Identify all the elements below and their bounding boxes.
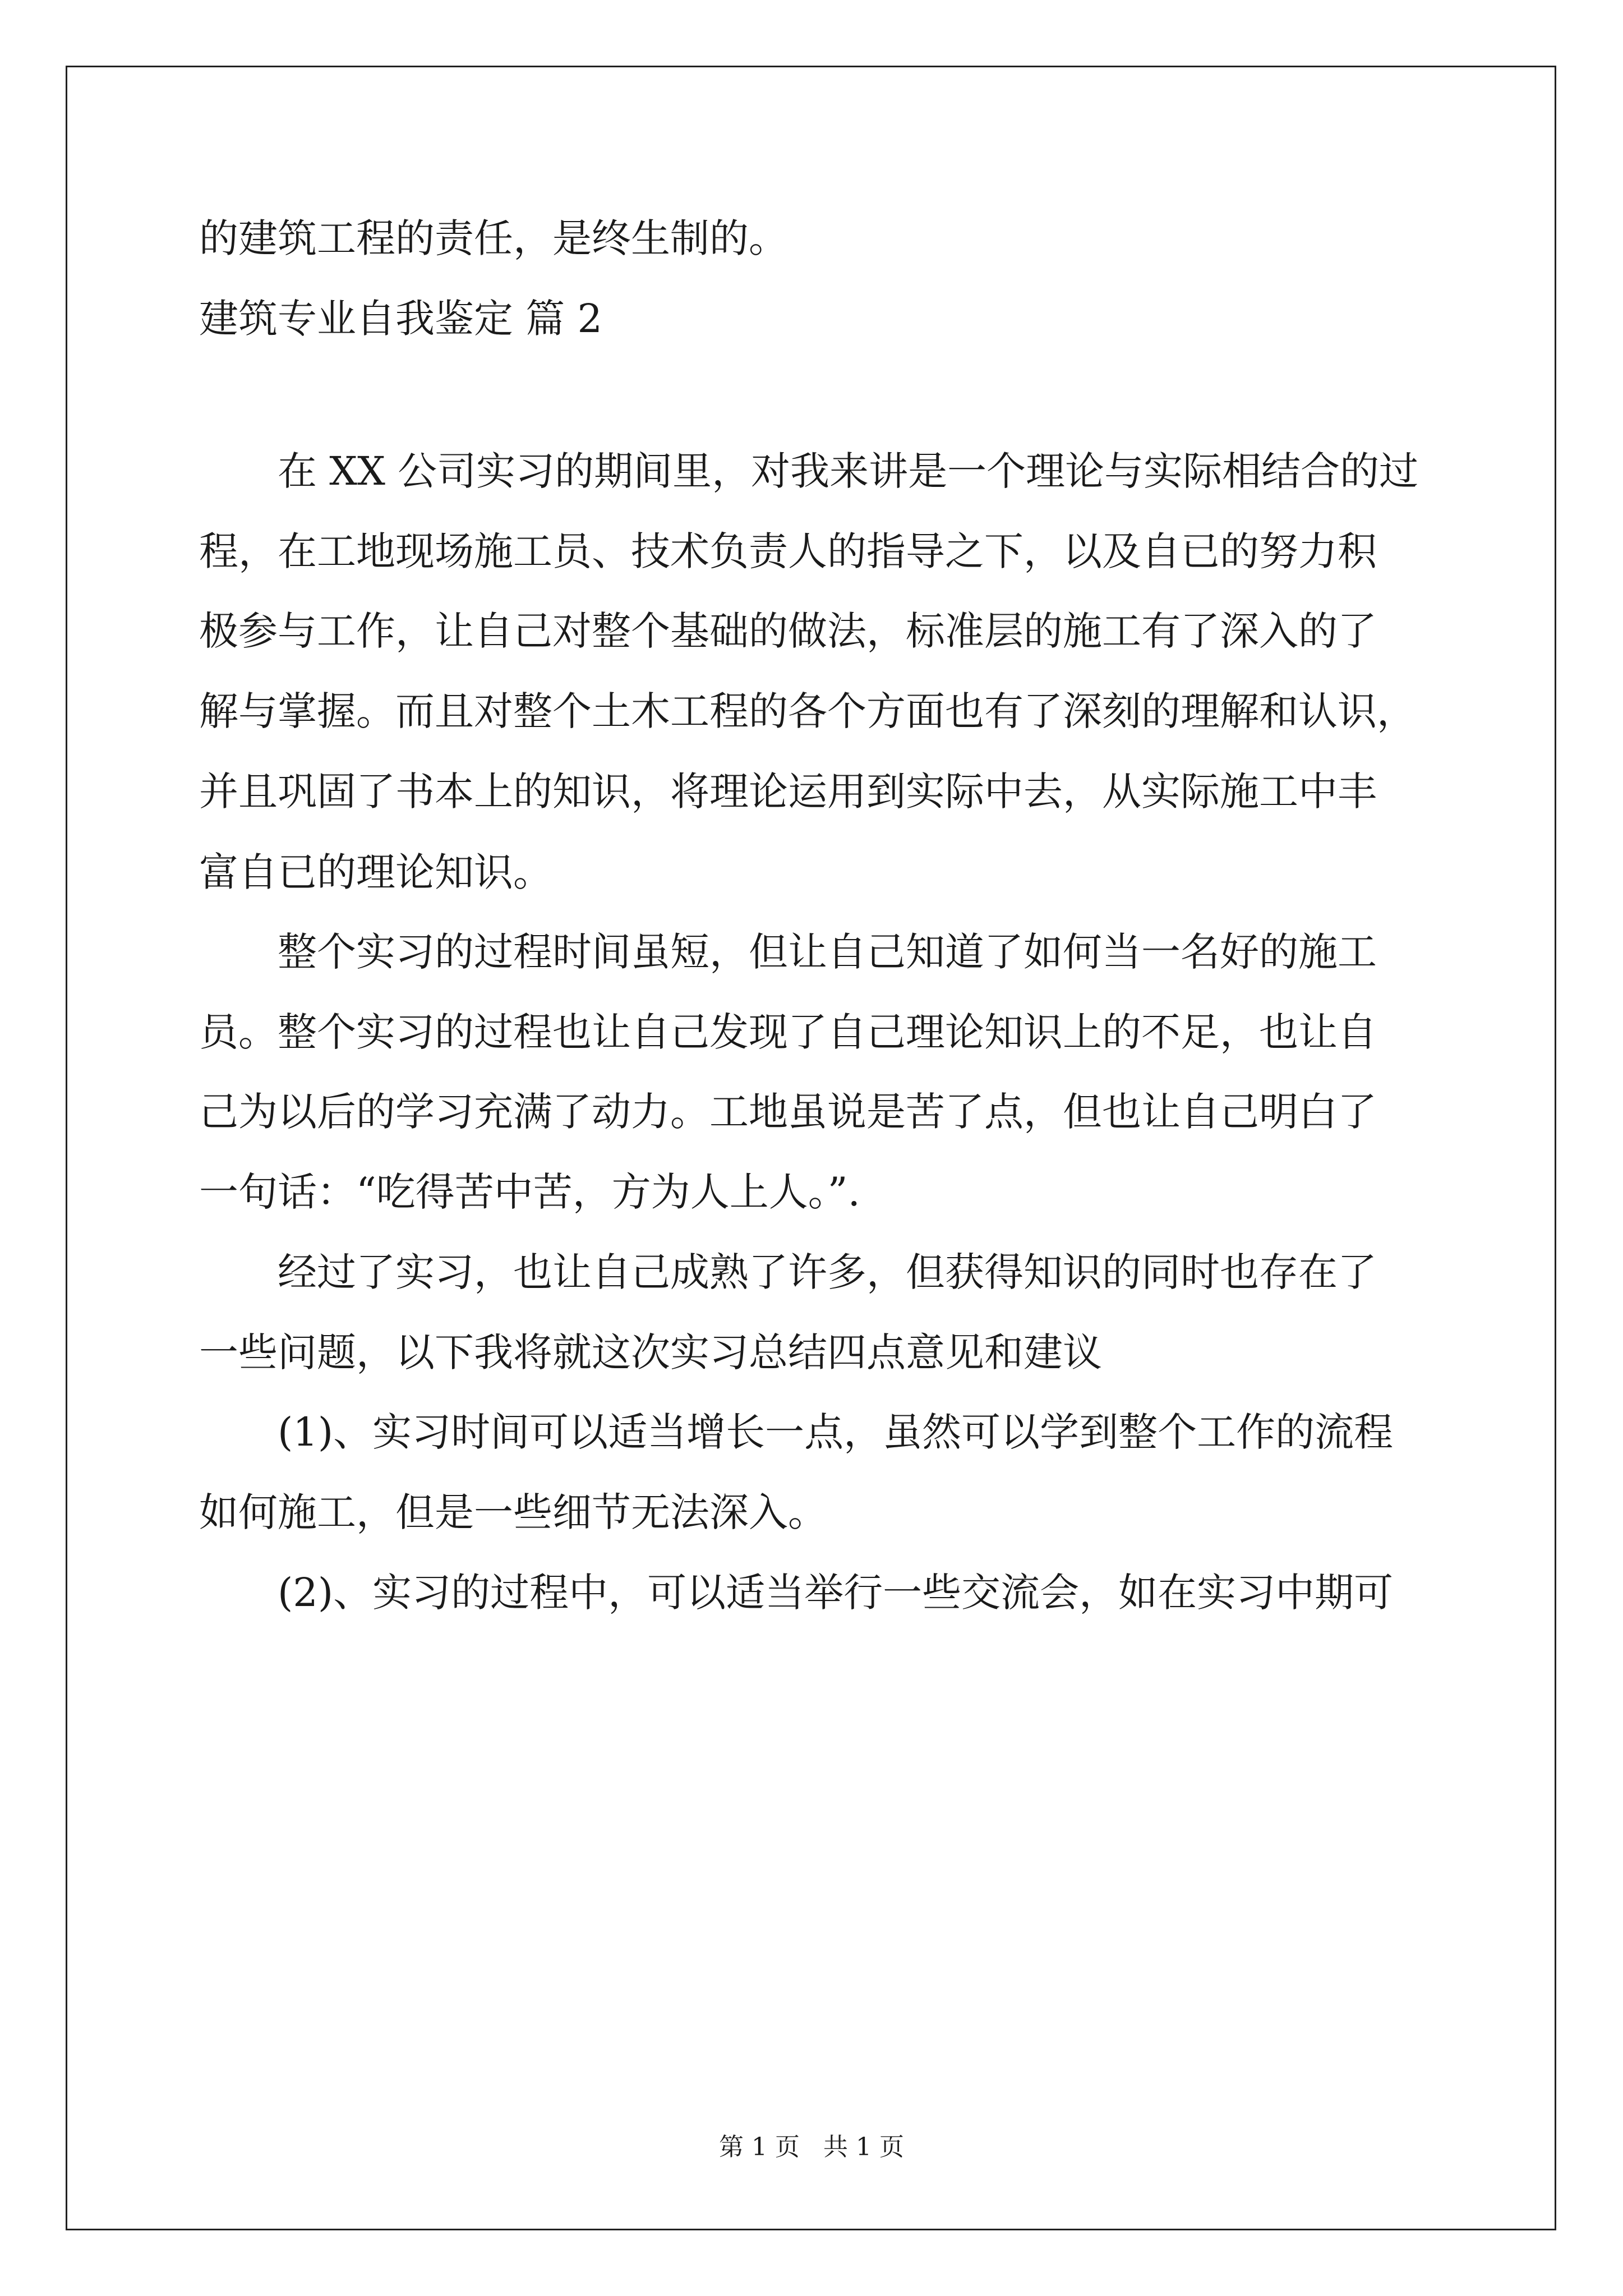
text-line: 如何施工，但是一些细节无法深入。: [199, 1489, 827, 1535]
section-heading: 建筑专业自我鉴定 篇 2: [199, 296, 603, 342]
text-line: (2)、实习的过程中，可以适当举行一些交流会，如在实习中期可: [199, 1570, 1394, 1616]
text-line: 一些问题，以下我将就这次实习总结四点意见和建议: [199, 1329, 1102, 1375]
text-line: 员。整个实习的过程也让自己发现了自己理论知识上的不足，也让自: [199, 1009, 1377, 1055]
text-line: (1)、实习时间可以适当增长一点，虽然可以学到整个工作的流程: [199, 1409, 1394, 1455]
text-line: 的建筑工程的责任，是终生制的。: [199, 215, 788, 261]
page-border: [66, 66, 1556, 2230]
text-line: 程，在工地现场施工员、技术负责人的指导之下，以及自已的努力积: [199, 528, 1377, 574]
text-line: 在 XX 公司实习的期间里，对我来讲是一个理论与实际相结合的过: [199, 448, 1419, 494]
text-line: 富自已的理论知识。: [199, 849, 552, 895]
text-line: 经过了实习，也让自己成熟了许多，但获得知识的同时也存在了: [199, 1249, 1377, 1295]
text-line: 解与掌握。而且对整个土木工程的各个方面也有了深刻的理解和认识，: [199, 688, 1416, 734]
page-footer: 第 1 页 共 1 页: [719, 2133, 904, 2161]
text-line: 并且巩固了书本上的知识，将理论运用到实际中去，从实际施工中丰: [199, 769, 1377, 815]
text-line: 极参与工作，让自己对整个基础的做法，标准层的施工有了深入的了: [199, 608, 1377, 654]
text-line: 整个实习的过程时间虽短，但让自己知道了如何当一名好的施工: [199, 929, 1377, 975]
text-line: 一句话：“吃得苦中苦，方为人上人。”.: [199, 1169, 860, 1215]
text-line: 己为以后的学习充满了动力。工地虽说是苦了点，但也让自己明白了: [199, 1089, 1377, 1135]
